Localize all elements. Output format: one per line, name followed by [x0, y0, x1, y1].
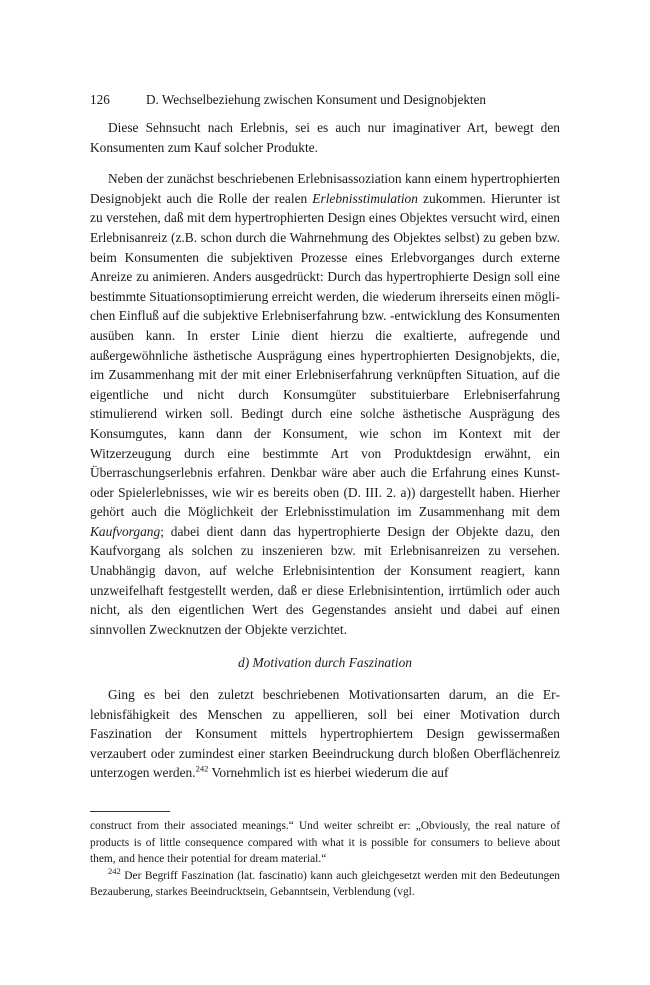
- paragraph-3-text-a: Ging es bei den zuletzt beschriebenen Motivationsarten darum, an die Erlebnisfähigkeit des Menschen zu appellieren, soll bei einer Motivation durch Faszination der Konsument mittels hypertrophiertem Design gewissermaßen verzaubert oder zumindest einer starken Beeindruckung durch bloßen Oberflächenreiz unterzogen werden.: [90, 687, 560, 781]
- paragraph-2-text-b: zukommen. Hierunter ist zu verstehen, daß mit dem hypertrophierten Design eines Objektes versucht wird, einen Erlebnisanreiz (z.B. schon durch die Wahrnehmung des Objektes selbst) zu geben bzw. beim Konsumenten die subjektiven Prozesse eines Erlebvorganges durch externe Anreize zu animieren. Anders ausgedrückt: Durch das hypertrophierte Design soll eine bestimmte Situationsoptimierung erreicht werden, die wiederum ihrerseits einen möglichen Einfluß auf die subjektive Erlebniserfahrung bzw. -entwicklung des Konsumenten ausüben kann. In erster Linie dient hierzu die exaltierte, aufregende und außergewöhnliche ästhetische Ausprägung eines hypertrophierten Designobjekts, die, im Zusammenhang mit der mit einer Erlebniserfahrung verknüpften Situation, auf die eigentliche und nicht durch Konsumgüter substituierbare Erlebniserfahrung stimulierend wirken soll. Bedingt durch eine solche ästhetische Ausprägung des Konsumgutes, kann dann der Konsument, wie schon im Kontext mit der Witzerzeugung durch eine bestimmte Art von Produktdesign erwähnt, ein Überraschungserlebnis erfahren. Denkbar wäre aber auch die Erfahrung eines Kunst- oder Spielerlebnisses, wie wir es bereits oben (D. III. 2. a)) dargestellt haben. Hierher gehört auch die Möglichkeit der Erlebnisstimulation im Zusammenhang mit dem: [90, 190, 560, 520]
- page-number: 126: [90, 92, 110, 107]
- paragraph-2-text-a: Neben der zunächst beschriebenen Erlebnisassoziation kann einem hypertrophierten Designobjekt auch die Rolle der realen: [90, 171, 560, 206]
- paragraph-3-text-b: Vornehmlich ist es hierbei wiederum die auf: [208, 765, 449, 781]
- footnote-divider: [90, 811, 170, 812]
- paragraph-3: [90, 685, 560, 783]
- running-header: [90, 92, 560, 108]
- running-title: D. Wechselbeziehung zwischen Konsument und Designobjekten: [146, 92, 487, 107]
- footnote-242-text: Der Begriff Faszination (lat. fascinatio) kann auch gleichgesetzt werden mit den Bedeutungen Bezauberung, starkes Beeindrucktsein, Gebanntsein, Verblendung (vgl.: [90, 869, 560, 899]
- section-heading: d) Motivation durch Faszination: [238, 655, 412, 671]
- footnote-242: [90, 865, 560, 901]
- body-text: [90, 118, 560, 783]
- footnote-continuation: [90, 818, 560, 868]
- paragraph-1: [90, 118, 560, 157]
- footnotes: [90, 818, 560, 901]
- paragraph-2: [90, 169, 560, 639]
- paragraph-2-text-c: ; dabei dient dann das hypertrophierte Design der Objekte dazu, den Kaufvorgang als solchen zu inszenieren bzw. mit Erlebnisanreizen zu versehen. Unabhängig davon, auf welche Erlebnisintention der Konsument reagiert, kann unzweifelhaft festgestellt werden, daß er diese Erlebnisintention, irrtümlich oder auch nicht, als den eigentlichen Wert des Gegenstandes ansieht und dabei auf einen sinnvollen Zwecknutzen der Objekte verzichtet.: [90, 523, 560, 637]
- emphasis-erlebnisstimulation: Erlebnisstimulation: [312, 190, 418, 206]
- paragraph-1-text: Diese Sehnsucht nach Erlebnis, sei es auch nur imaginativer Art, bewegt den Konsumenten zum Kauf solcher Produkte.: [90, 120, 560, 155]
- footnote-continuation-text: construct from their associated meanings.“ Und weiter schreibt er: „Obviously, the real nature of products is of little consequence compared with what it is possible for consumers to believe about them, and hence their potential for dream material.“: [90, 820, 560, 866]
- footnote-ref-242[interactable]: 242: [195, 763, 209, 774]
- document-page: [90, 92, 560, 901]
- footnote-number-242: 242: [108, 865, 121, 876]
- emphasis-kaufvorgang: Kaufvorgang: [90, 523, 161, 539]
